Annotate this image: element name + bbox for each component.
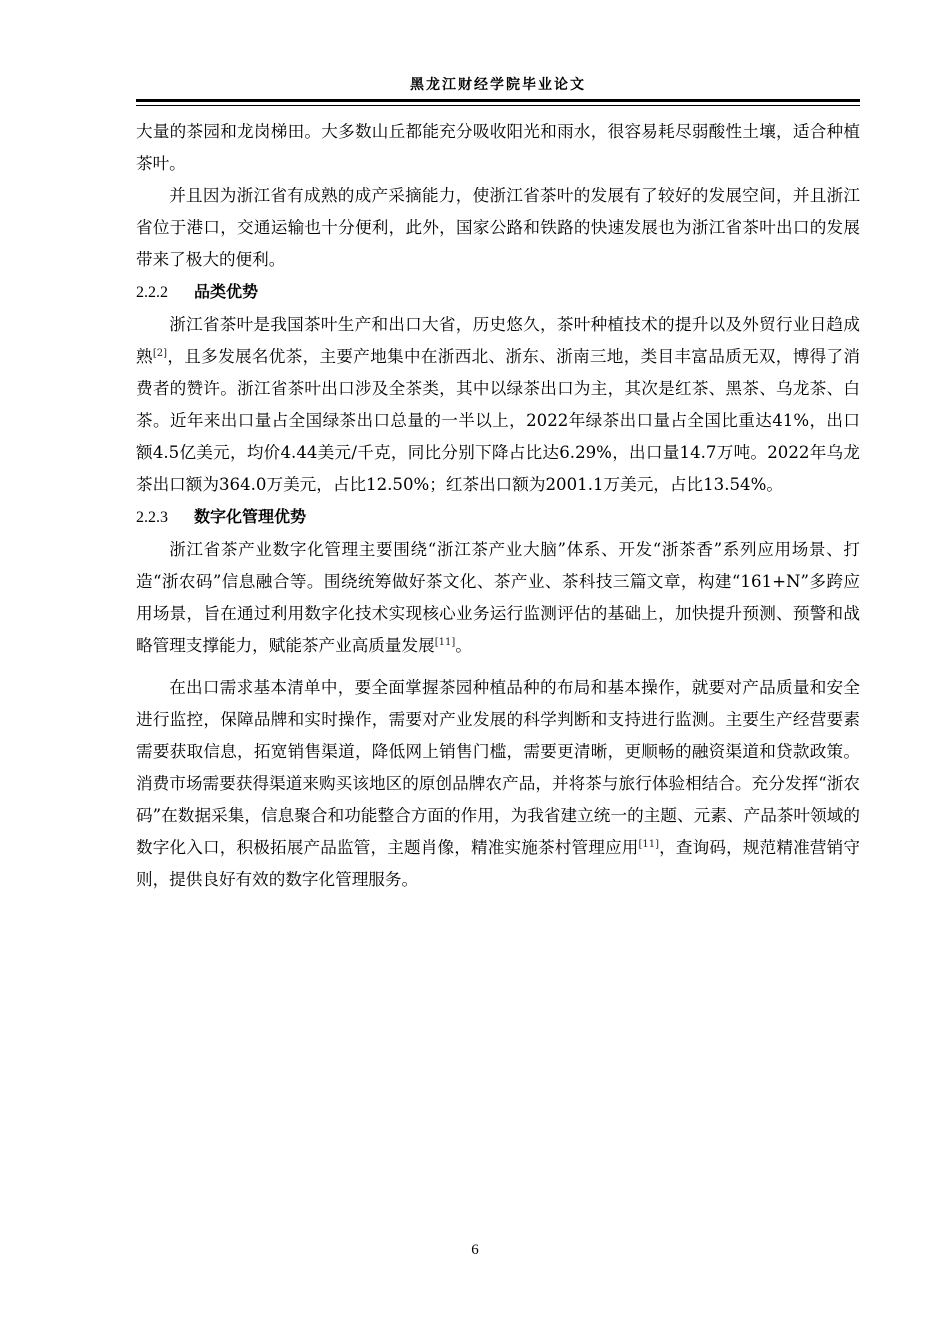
section-title: 数字化管理优势 — [194, 507, 307, 526]
section-title: 品类优势 — [194, 282, 259, 301]
paragraph-export-demand — [136, 672, 860, 896]
citation-ref: [11] — [638, 839, 660, 850]
citation-ref: [2] — [152, 348, 168, 359]
paragraph-text: ，且多发展名优茶，主要产地集中在浙西北、浙东、浙南三地，类目丰富品质无双，博得了消费者的赞许。浙江省茶叶出口涉及全茶类，其中以绿茶出口为主，其次是红茶、黑茶、乌龙茶、白茶。近年来出口量占全国绿茶出口总量的一半以上，2022年绿茶出口量占全国比重达41%，出口额4.5亿美元，均价4.44美元/千克，同比分别下降占比达6.29%，出口量14.7万吨。2022年乌龙茶出口额为364.0万美元，占比12.50%；红茶出口额为2001.1万美元，占比13.54%。 — [136, 347, 861, 494]
paragraph-text: 浙江省茶产业数字化管理主要围绕“浙江茶产业大脑”体系、开发“浙茶香”系列应用场景、打造“浙农码”信息融合等。围绕统筹做好茶文化、茶产业、茶科技三篇文章，构建“161+N”多跨应用场景，旨在通过利用数字化技术实现核心业务运行监测评估的基础上，加快提升预测、预警和战略管理支撑能力，赋能茶产业高质量发展 — [136, 540, 860, 655]
page-header: 黑龙江财经学院毕业论文 — [410, 77, 586, 93]
paragraph-continued: 大量的茶园和龙岗梯田。大多数山丘都能充分吸收阳光和雨水，很容易耗尽弱酸性土壤，适合种植茶叶。 — [136, 122, 860, 173]
paragraph-digital-management — [136, 534, 860, 662]
citation-ref: [11] — [434, 637, 456, 648]
paragraph-transport: 并且因为浙江省有成熟的成产采摘能力，使浙江省茶叶的发展有了较好的发展空间，并且浙江省位于港口，交通运输也十分便利，此外，国家公路和铁路的快速发展也为浙江省茶叶出口的发展带来了极大的便利。 — [136, 186, 860, 269]
paragraph-text: 在出口需求基本清单中，要全面掌握茶园种植品种的布局和基本操作，就要对产品质量和安全进行监控，保障品牌和实时操作，需要对产业发展的科学判断和支持进行监测。主要生产经营要素需要获取信息，拓宽销售渠道，降低网上销售门槛，需要更清晰，更顺畅的融资渠道和贷款政策。消费市场需要获得渠道来购买该地区的原创品牌农产品，并将茶与旅行体验相结合。充分发挥“浙农码”在数据采集，信息聚合和功能整合方面的作用，为我省建立统一的主题、元素、产品茶叶领域的数字化入口，积极拓展产品监管，主题肖像，精准实施茶村管理应用 — [136, 678, 860, 857]
section-heading-2-2-3 — [136, 501, 860, 534]
paragraph-category-advantage — [136, 309, 860, 501]
section-heading-2-2-2 — [136, 276, 860, 309]
section-number: 2.2.2 — [136, 284, 168, 301]
page-number: 6 — [471, 1242, 479, 1258]
section-number: 2.2.3 — [136, 509, 168, 526]
paragraph-text: 浙江省茶叶是我国茶叶生产和出口大省，历史悠久，茶叶种植技术的提升以及外贸行业日趋成熟 — [136, 315, 860, 366]
paragraph-text: ，查询码，规范精准营销守则，提供良好有效的数字化管理服务。 — [136, 838, 861, 889]
document-body — [136, 116, 860, 896]
paragraph-text: 。 — [455, 636, 472, 655]
paragraph-gap — [136, 662, 860, 672]
header-rule — [136, 99, 860, 106]
